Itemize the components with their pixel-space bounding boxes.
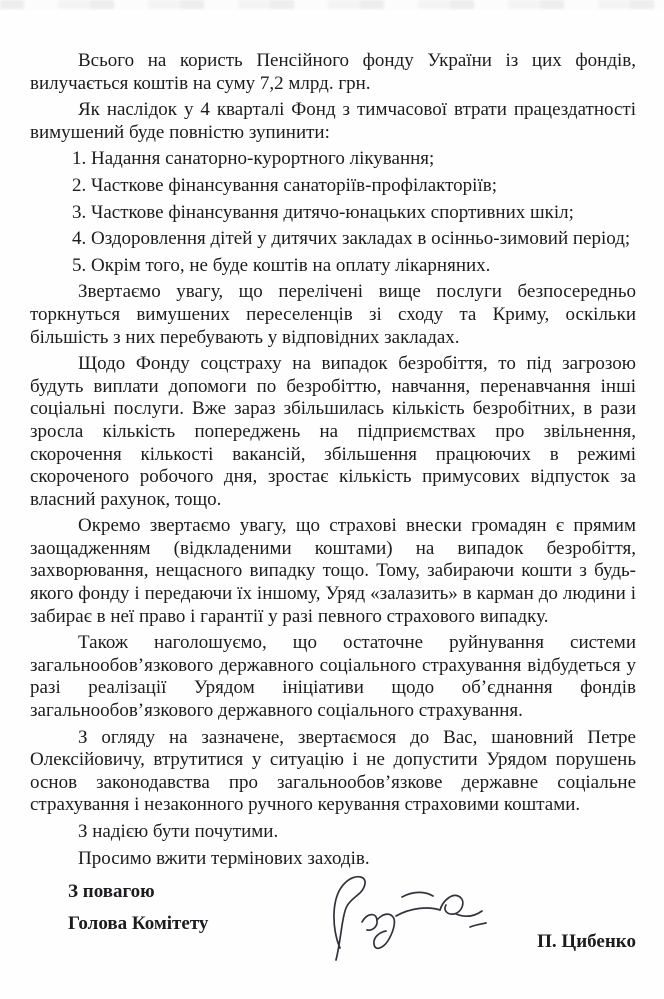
paragraph-system-destruction: Також наголошуємо, що остаточне руйнування системи загальнообов’язкового державного соціального страхування відбудеться у разі реалізації Урядом ініціативи щодо об’єднання фондів загальнообов’язкового державного соціального страхування. xyxy=(30,632,636,722)
signature-block xyxy=(68,880,636,970)
handwritten-signature-icon xyxy=(316,870,496,970)
paragraph-urgent-measures: Просимо вжити термінових заходів. xyxy=(78,847,370,869)
closing-position: Голова Комітету xyxy=(68,913,209,934)
list-item-sanatorium-financing: 2. Часткове фінансування санаторіїв-профілакторіїв; xyxy=(72,174,497,196)
closing-salutation: З повагою xyxy=(68,881,155,902)
stopped-services-list xyxy=(30,148,636,277)
paragraph-appeal-to-president: З огляду на зазначене, звертаємося до Вас, шановний Петре Олексійовичу, втрутитися у ситуацію і не допустити Урядом порушень основ законодавства про загальнообов’язкове державне соціальне страхування і незаконного ручного керування страховими коштами. xyxy=(30,726,636,816)
paragraph-q4-fund-stop: Як наслідок у 4 кварталі Фонд з тимчасової втрати працездатності вимушений буде повністю зупинити: xyxy=(30,99,636,143)
paragraph-insurance-contributions: Окремо звертаємо увагу, що страхові внески громадян є прямим заощадженням (відкладеними коштами) на випадок безробіття, захворювання, нещасного випадку тощо. Тому, забираючи кошти з будь-якого фонду і передаючи їх іншому, Уряд «залазить» в карман до людини і забирає в неї право і гарантії у разі певного страхового випадку. xyxy=(30,515,636,627)
paragraph-pension-fund-total: Всього на користь Пенсійного фонду України із цих фондів, вилучається коштів на суму 7,2 млрд. грн. xyxy=(30,50,636,94)
scan-artifact-strip xyxy=(0,0,664,9)
list-item-sick-pay: 5. Окрім того, не буде коштів на оплату лікарняних. xyxy=(72,254,491,276)
paragraph-hope-to-be-heard: З надією бути почутими. xyxy=(78,821,279,842)
list-item-sport-schools: 3. Часткове фінансування дитячо-юнацьких спортивних шкіл; xyxy=(72,201,574,223)
paragraph-unemployment-fund: Щодо Фонду соцстраху на випадок безробіття, то під загрозою будуть виплати допомоги по безробіттю, навчання, перенавчання інші соціальні послуги. Вже зараз збільшилась кількість безробітних, в рази зросла кількість попереджень на підприємствах про звільнення, скорочення кількості вакансій, збільшення працюючих в режимі скороченого робочого дня, зростає кількість примусових відпусток за власний рахунок, тощо. xyxy=(30,353,636,510)
list-item-children-health: 4. Оздоровлення дітей у дитячих закладах в осінньо-зимовий період; xyxy=(72,228,631,250)
paragraph-displaced-persons: Звертаємо увагу, що перелічені вище послуги безпосередньо торкнуться вимушених переселенців зі сходу та Криму, оскільки більшість з них перебувають у відповідних закладах. xyxy=(30,281,636,348)
closing-signer-name: П. Цибенко xyxy=(537,931,636,952)
letter-body xyxy=(30,50,636,874)
list-item-sanatorium-treatment: 1. Надання санаторно-курортного лікування; xyxy=(72,148,435,170)
